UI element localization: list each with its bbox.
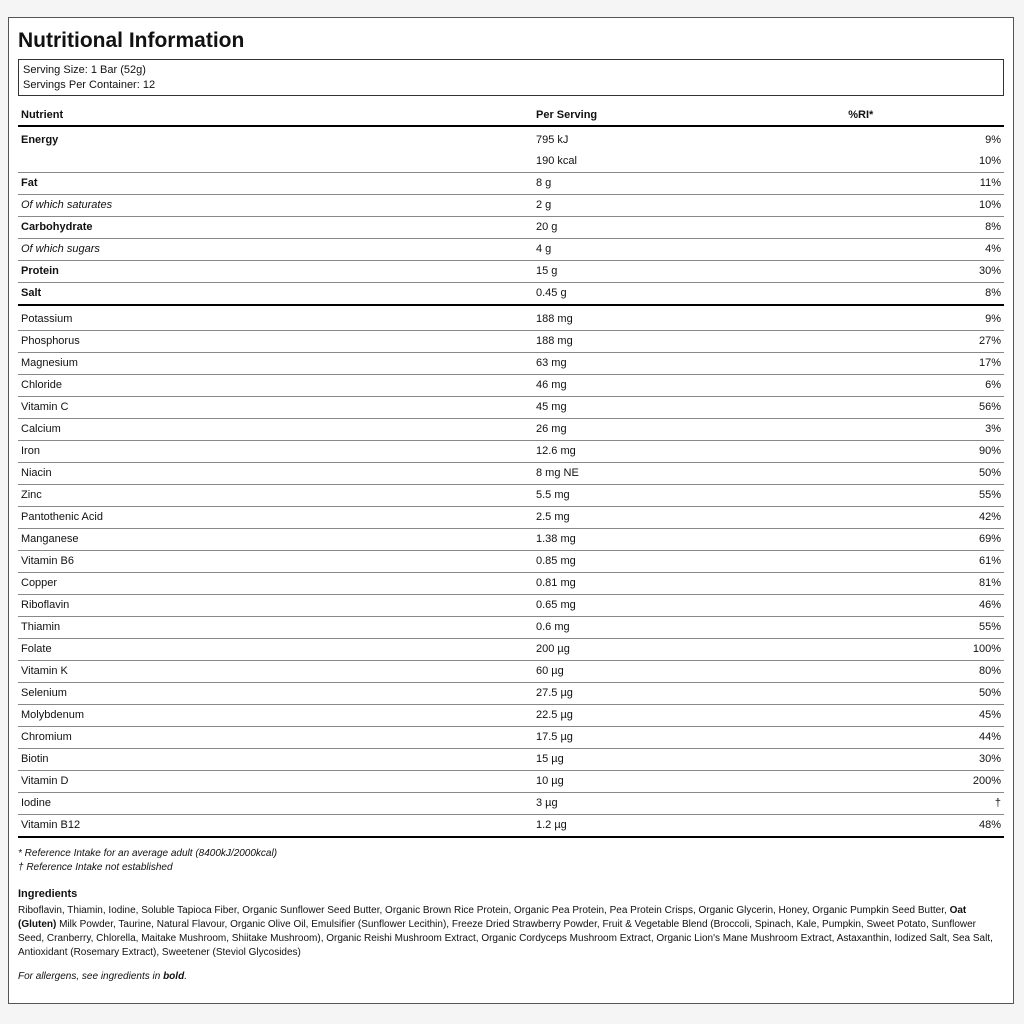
nutrient-ri: 200% — [845, 771, 1004, 793]
nutrient-name: Of which sugars — [18, 239, 533, 261]
nutrient-name: Iodine — [18, 793, 533, 815]
table-row — [18, 617, 1004, 639]
table-row — [18, 173, 1004, 195]
nutrient-name: Vitamin B12 — [18, 815, 533, 838]
table-row — [18, 661, 1004, 683]
nutrient-ri: 90% — [845, 441, 1004, 463]
nutrient-ri: 30% — [845, 749, 1004, 771]
nutrient-ri: 6% — [845, 375, 1004, 397]
nutrient-amount: 8 mg NE — [533, 463, 845, 485]
nutrient-amount: 5.5 mg — [533, 485, 845, 507]
nutrient-name: Chromium — [18, 727, 533, 749]
ingredients-allergen: Oat (Gluten) — [18, 905, 967, 930]
serving-box — [18, 59, 1004, 96]
table-row — [18, 705, 1004, 727]
nutrient-name: Vitamin D — [18, 771, 533, 793]
nutrient-ri: 27% — [845, 331, 1004, 353]
nutrient-amount: 4 g — [533, 239, 845, 261]
table-row — [18, 375, 1004, 397]
nutrient-name: Zinc — [18, 485, 533, 507]
footnote-not-established: † Reference Intake not established — [18, 862, 173, 873]
nutrient-name: Iron — [18, 441, 533, 463]
nutrient-amount: 2.5 mg — [533, 507, 845, 529]
nutrient-amount: 200 µg — [533, 639, 845, 661]
nutrient-amount: 8 g — [533, 173, 845, 195]
table-row — [18, 507, 1004, 529]
header-per-serving: Per Serving — [533, 105, 845, 126]
table-row — [18, 353, 1004, 375]
nutrient-ri: 56% — [845, 397, 1004, 419]
nutrient-amount: 1.2 µg — [533, 815, 845, 838]
nutrient-amount: 63 mg — [533, 353, 845, 375]
nutrient-name: Vitamin C — [18, 397, 533, 419]
table-row — [18, 261, 1004, 283]
page-title: Nutritional Information — [18, 29, 245, 52]
nutrient-ri: 17% — [845, 353, 1004, 375]
ingredients-part-1: Riboflavin, Thiamin, Iodine, Soluble Tapioca Fiber, Organic Sunflower Seed Butter, Organic Brown Rice Protein, Organic Pea Protein, Pea Protein Crisps, Organic Glycerin, Honey, Organic Pumpkin Seed Butter, — [18, 905, 950, 916]
nutrient-name: Chloride — [18, 375, 533, 397]
nutrient-ri: 10% — [845, 151, 1004, 173]
nutrition-panel — [8, 17, 1014, 1004]
nutrient-ri: † — [845, 793, 1004, 815]
nutrient-ri: 80% — [845, 661, 1004, 683]
nutrient-amount: 15 µg — [533, 749, 845, 771]
table-row — [18, 239, 1004, 261]
nutrient-amount: 795 kJ — [536, 134, 569, 146]
table-row — [18, 397, 1004, 419]
table-row — [18, 151, 1004, 173]
nutrient-name: Energy — [21, 134, 59, 146]
nutrient-name: Phosphorus — [18, 331, 533, 353]
nutrient-amount: 190 kcal — [533, 151, 845, 173]
nutrient-name: Protein — [18, 261, 533, 283]
table-row — [18, 595, 1004, 617]
nutrient-ri: 50% — [845, 683, 1004, 705]
nutrient-amount: 2 g — [533, 195, 845, 217]
nutrient-ri: 46% — [845, 595, 1004, 617]
nutrient-ri: 45% — [845, 705, 1004, 727]
nutrient-name: Riboflavin — [18, 595, 533, 617]
nutrient-name: Selenium — [18, 683, 533, 705]
nutrient-amount: 0.45 g — [533, 283, 845, 306]
nutrient-ri: 55% — [845, 485, 1004, 507]
nutrient-name: Manganese — [18, 529, 533, 551]
table-row — [18, 727, 1004, 749]
ingredients-heading: Ingredients — [18, 888, 78, 900]
table-row — [18, 485, 1004, 507]
table-row — [18, 463, 1004, 485]
nutrient-name: Biotin — [18, 749, 533, 771]
nutrient-name: Vitamin B6 — [18, 551, 533, 573]
allergen-suffix: . — [184, 971, 187, 982]
table-row — [18, 283, 1004, 306]
nutrient-amount: 3 µg — [533, 793, 845, 815]
nutrient-amount: 45 mg — [533, 397, 845, 419]
header-ri: %RI* — [845, 105, 1004, 126]
table-row — [18, 195, 1004, 217]
table-row — [18, 529, 1004, 551]
table-row — [18, 305, 1004, 331]
nutrient-ri: 61% — [845, 551, 1004, 573]
serving-size: Serving Size: 1 Bar (52g) — [23, 64, 146, 76]
table-row — [18, 419, 1004, 441]
nutrient-amount: 15 g — [533, 261, 845, 283]
nutrient-ri: 44% — [845, 727, 1004, 749]
table-header-row — [18, 105, 1004, 126]
nutrient-name: Carbohydrate — [18, 217, 533, 239]
nutrient-ri: 4% — [845, 239, 1004, 261]
nutrient-amount: 17.5 µg — [533, 727, 845, 749]
nutrient-amount: 0.85 mg — [533, 551, 845, 573]
nutrient-amount: 0.81 mg — [533, 573, 845, 595]
nutrient-name: Niacin — [18, 463, 533, 485]
table-row — [18, 815, 1004, 838]
nutrient-ri: 100% — [845, 639, 1004, 661]
table-row — [18, 639, 1004, 661]
nutrient-amount: 20 g — [533, 217, 845, 239]
nutrient-ri: 8% — [845, 283, 1004, 306]
nutrient-name: Vitamin K — [18, 661, 533, 683]
table-row — [18, 551, 1004, 573]
nutrient-amount: 1.38 mg — [533, 529, 845, 551]
nutrient-amount: 188 mg — [533, 331, 845, 353]
nutrient-ri: 11% — [845, 173, 1004, 195]
allergen-bold: bold — [163, 971, 185, 982]
nutrient-name — [18, 151, 533, 173]
nutrient-amount: 188 mg — [533, 305, 845, 331]
ingredients-part-2: Milk Powder, Taurine, Natural Flavour, Organic Olive Oil, Emulsifier (Sunflower Lecithin), Freeze Dried Strawberry Powder, Fruit & Vegetable Blend (Broccoli, Spinach, Kale, Pumpkin, Sweet Potato, Sunflower Seed, Cranberry, Chlorella, Maitake Mushroom, Shiitake Mushroom), Organic Reishi Mushroom Extract, Organic Cordyceps Mushroom Extract, Organic Lion's Mane Mushroom Extract, Astaxanthin, Iodized Salt, Sea Salt, Antioxidant (Rosemary Extract), Sweetener (Steviol Glycosides) — [18, 919, 993, 958]
nutrient-name: Magnesium — [18, 353, 533, 375]
nutrient-ri: 3% — [845, 419, 1004, 441]
nutrient-amount: 12.6 mg — [533, 441, 845, 463]
table-row — [18, 573, 1004, 595]
nutrient-amount: 22.5 µg — [533, 705, 845, 727]
nutrient-ri: 9% — [845, 305, 1004, 331]
table-row — [18, 749, 1004, 771]
nutrient-amount: 60 µg — [533, 661, 845, 683]
nutrient-ri: 8% — [845, 217, 1004, 239]
ingredients-text — [18, 904, 1004, 960]
nutrient-name: Folate — [18, 639, 533, 661]
nutrient-ri: 69% — [845, 529, 1004, 551]
table-row — [18, 217, 1004, 239]
nutrient-amount: 0.6 mg — [533, 617, 845, 639]
nutrient-name: Potassium — [18, 305, 533, 331]
table-row — [18, 331, 1004, 353]
nutrient-amount: 10 µg — [533, 771, 845, 793]
nutrient-name: Copper — [18, 573, 533, 595]
nutrient-amount: 26 mg — [533, 419, 845, 441]
header-nutrient: Nutrient — [18, 105, 533, 126]
table-row — [18, 793, 1004, 815]
table-row — [18, 126, 1004, 151]
nutrient-ri: 81% — [845, 573, 1004, 595]
nutrient-amount: 0.65 mg — [533, 595, 845, 617]
footnote-ri: * Reference Intake for an average adult (8400kJ/2000kcal) — [18, 848, 278, 859]
nutrient-name: Pantothenic Acid — [18, 507, 533, 529]
table-row — [18, 683, 1004, 705]
footnotes — [18, 847, 1004, 875]
nutrient-ri: 30% — [845, 261, 1004, 283]
nutrient-ri: 42% — [845, 507, 1004, 529]
nutrient-name: Molybdenum — [18, 705, 533, 727]
nutrition-table — [18, 105, 1004, 838]
allergen-prefix: For allergens, see ingredients in — [18, 971, 164, 982]
nutrient-name: Salt — [18, 283, 533, 306]
nutrient-amount: 27.5 µg — [533, 683, 845, 705]
table-row — [18, 771, 1004, 793]
nutrient-name: Thiamin — [18, 617, 533, 639]
table-row — [18, 441, 1004, 463]
nutrient-ri: 55% — [845, 617, 1004, 639]
nutrient-name: Fat — [18, 173, 533, 195]
allergen-note — [18, 970, 1004, 984]
nutrient-ri: 50% — [845, 463, 1004, 485]
nutrition-table-body — [18, 126, 1004, 837]
nutrient-name: Calcium — [18, 419, 533, 441]
servings-per-container: Servings Per Container: 12 — [23, 79, 156, 91]
nutrient-ri: 48% — [845, 815, 1004, 838]
nutrient-ri: 9% — [985, 134, 1001, 146]
nutrient-name: Of which saturates — [18, 195, 533, 217]
nutrient-ri: 10% — [845, 195, 1004, 217]
nutrient-amount: 46 mg — [533, 375, 845, 397]
